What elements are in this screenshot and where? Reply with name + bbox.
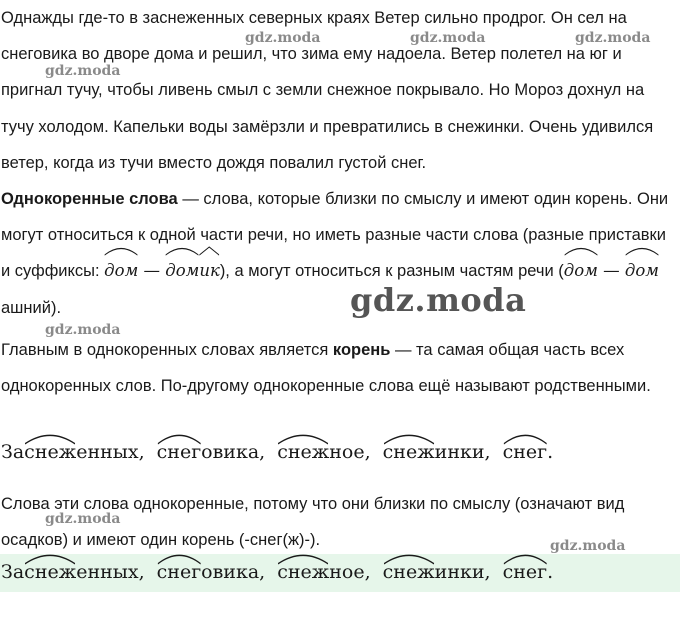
definition-text-2: ), а могут относиться к разным частям речи ( xyxy=(219,262,564,281)
word-root xyxy=(157,441,202,463)
word-prefix: За xyxy=(1,441,25,463)
story-paragraph: Однажды где-то в заснеженных северных краях Ветер сильно продрог. Он сел на снеговика во дворе дома и решил, что зима ему надоела. Ветер полетел на юг и пригнал тучу, чтобы ливень смыл с земли снежное покрывало. Но Мороз дохнул на тучу холодом. Капельки воды замёрзли и превратились в снежинки. Очень удивился ветер, когда из тучи вместо дождя повалил густой снег. xyxy=(1,9,654,172)
word-root-text: снеж xyxy=(277,441,330,463)
watermark: gdz.moda xyxy=(550,538,626,554)
root-mark xyxy=(165,253,199,289)
word-ending: инки, xyxy=(434,441,491,463)
definition-text-1: слова, которые близки по смыслу и имеют один корень. Они могут относиться к одной части речи, но иметь разные части слова (разные приставки и суффиксы: xyxy=(1,190,669,281)
root-text: дом xyxy=(624,261,659,281)
word-ending: овика, xyxy=(201,561,266,583)
word-root-text: снеж xyxy=(382,561,435,583)
word-root xyxy=(24,561,76,583)
answer-paragraph: Слова эти слова однокоренные, потому что они близки по смыслу (означают вид осадков) и имеют один корень (-снег(ж)-). xyxy=(1,495,625,550)
watermark: gdz.moda xyxy=(45,322,121,338)
example-dom xyxy=(104,261,138,280)
word xyxy=(277,441,370,463)
word-root xyxy=(157,561,202,583)
watermark: gdz.moda xyxy=(410,30,486,46)
word-ending: . xyxy=(547,441,554,463)
word xyxy=(157,441,266,463)
example-ending: ашний xyxy=(1,298,51,317)
definition-paragraph xyxy=(1,181,677,326)
watermark-large: gdz.moda xyxy=(350,281,527,319)
example-sep: — xyxy=(597,261,625,281)
word-root-text: снег xyxy=(502,561,548,583)
suffix-text: ик xyxy=(199,261,220,281)
example-dom-2 xyxy=(564,261,598,280)
definition-dash: — xyxy=(177,190,204,208)
word-ending: инки, xyxy=(434,561,491,583)
word xyxy=(1,561,145,583)
word-ending: енных, xyxy=(76,441,145,463)
word-root-text: снеж xyxy=(24,441,77,463)
root-mark xyxy=(104,253,138,289)
word-root xyxy=(277,441,329,463)
word-root-text: снеж xyxy=(24,561,77,583)
root-bold: корень xyxy=(332,341,391,359)
watermark: gdz.moda xyxy=(45,63,121,79)
word-root-text: снеж xyxy=(382,441,435,463)
suffix-mark xyxy=(199,253,219,289)
example-domashniy xyxy=(625,261,659,280)
word-ending: овика, xyxy=(201,441,266,463)
word-prefix: За xyxy=(1,561,25,583)
root-mark xyxy=(564,253,598,289)
watermark: gdz.moda xyxy=(245,30,321,46)
word xyxy=(503,561,554,583)
watermark: gdz.moda xyxy=(45,511,121,527)
root-text-2: — та самая общая часть всех однокоренных слов. По-другому однокоренные слова ещё называют родственными. xyxy=(1,341,651,396)
word xyxy=(503,441,554,463)
word xyxy=(383,441,491,463)
word-root-text: снег xyxy=(502,441,548,463)
words-line xyxy=(1,441,565,463)
word-ending: ное, xyxy=(329,441,371,463)
example-domik xyxy=(165,261,220,280)
word-root xyxy=(503,561,548,583)
root-mark xyxy=(625,253,659,289)
word-ending: . xyxy=(547,561,554,583)
word xyxy=(383,561,491,583)
word xyxy=(277,561,370,583)
root-paragraph xyxy=(1,332,677,404)
word-root xyxy=(24,441,76,463)
word-root-text: снег xyxy=(156,561,202,583)
word-root xyxy=(503,441,548,463)
word-root-text: снеж xyxy=(277,561,330,583)
words-line-highlighted xyxy=(1,561,565,583)
word-root xyxy=(383,441,435,463)
definition-text-3: ). xyxy=(50,298,62,317)
word-root-text: снег xyxy=(156,441,202,463)
example-sep: — xyxy=(138,261,166,281)
word-root xyxy=(383,561,435,583)
definition-term: Однокоренные слова xyxy=(1,190,178,208)
word xyxy=(157,561,266,583)
root-text: дом xyxy=(104,261,139,281)
word-ending: енных, xyxy=(76,561,145,583)
watermark: gdz.moda xyxy=(575,30,651,46)
word-root xyxy=(277,561,329,583)
root-text-1: Главным в однокоренных словах является xyxy=(1,341,333,359)
root-text: дом xyxy=(165,261,200,281)
word-ending: ное, xyxy=(329,561,371,583)
word xyxy=(1,441,145,463)
root-text: дом xyxy=(563,261,598,281)
